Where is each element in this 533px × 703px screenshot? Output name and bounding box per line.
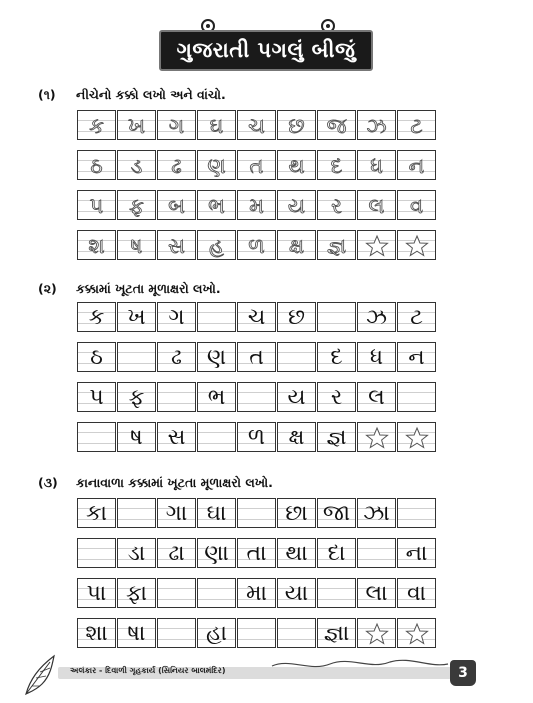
letter-glyph: લ: [368, 385, 385, 410]
star-icon: [365, 426, 389, 450]
letter-glyph: લા: [365, 581, 388, 606]
letter-cell: [357, 302, 396, 332]
letter-glyph: સ: [167, 234, 185, 258]
section-instruction: કક્કામાં ખૂટતા મૂળાક્ષરો લખો.: [76, 281, 221, 296]
letter-glyph: ગ: [168, 305, 185, 330]
grid-row: [77, 230, 437, 260]
letter-glyph: થા: [285, 541, 308, 566]
letter-glyph: વા: [406, 581, 427, 606]
letter-cell: [237, 190, 276, 220]
empty-letter-cell[interactable]: [237, 382, 276, 412]
letter-cell: [277, 110, 316, 140]
letter-cell: [157, 110, 196, 140]
letter-glyph: ઠ: [90, 345, 103, 370]
letter-cell: [357, 618, 396, 648]
letter-cell: [277, 578, 316, 608]
empty-letter-cell[interactable]: [397, 382, 436, 412]
letter-glyph: ય: [287, 385, 306, 410]
letter-cell: [277, 422, 316, 452]
letter-cell: [117, 302, 156, 332]
section-number: (૧): [38, 87, 56, 102]
empty-letter-cell[interactable]: [317, 302, 356, 332]
letter-cell: [357, 578, 396, 608]
letter-glyph: વ: [409, 194, 424, 218]
letter-cell: [157, 190, 196, 220]
letter-glyph: હ: [209, 234, 224, 258]
letter-cell: [77, 382, 116, 412]
letter-cell: [397, 618, 436, 648]
letter-cell: [197, 190, 236, 220]
letter-cell: [77, 342, 116, 372]
empty-letter-cell[interactable]: [357, 538, 396, 568]
empty-letter-cell[interactable]: [237, 498, 276, 528]
letter-cell: [397, 190, 436, 220]
letter-glyph: દ: [330, 154, 343, 178]
letter-cell: [317, 150, 356, 180]
letter-cell: [117, 538, 156, 568]
letter-glyph: ફ: [128, 385, 145, 410]
letter-glyph: હા: [205, 621, 228, 646]
letter-cell: [397, 110, 436, 140]
letter-glyph: જ્ઞા: [323, 621, 350, 646]
letter-cell: [117, 422, 156, 452]
empty-letter-cell[interactable]: [157, 382, 196, 412]
letter-cell: [357, 230, 396, 260]
letter-glyph: જ્ઞ: [326, 234, 347, 258]
letter-cell: [157, 230, 196, 260]
letter-glyph: ક્ષ: [288, 234, 305, 258]
empty-letter-cell[interactable]: [197, 302, 236, 332]
letter-cell: [397, 230, 436, 260]
letter-glyph: ફ: [129, 194, 144, 218]
letter-glyph: શ: [88, 234, 105, 258]
letter-cell: [277, 538, 316, 568]
star-icon: [405, 622, 429, 646]
letter-cell: [197, 618, 236, 648]
letter-glyph: ડ: [130, 154, 143, 178]
letter-cell: [317, 190, 356, 220]
letter-glyph: ચ: [248, 114, 265, 138]
letter-cell: [277, 302, 316, 332]
letter-glyph: છ: [287, 305, 305, 330]
letter-cell: [237, 578, 276, 608]
letter-glyph: ઢ: [171, 154, 182, 178]
letter-grid-1: [77, 110, 440, 260]
letter-glyph: છા: [285, 501, 308, 526]
letter-cell: [357, 498, 396, 528]
letter-glyph: ણા: [204, 541, 229, 566]
letter-glyph: ય: [287, 194, 306, 218]
letter-glyph: ડા: [127, 541, 146, 566]
letter-glyph: જા: [322, 501, 351, 526]
empty-letter-cell[interactable]: [397, 498, 436, 528]
footer-text: અલંકાર - દિવાળી ગૃહકાર્ય (સિનિયર બાલમંદિર): [70, 666, 226, 675]
squiggle-decoration-icon: [270, 652, 450, 674]
letter-cell: [77, 190, 116, 220]
letter-cell: [237, 342, 276, 372]
letter-glyph: ષ: [130, 425, 143, 450]
letter-cell: [317, 230, 356, 260]
letter-cell: [237, 150, 276, 180]
letter-cell: [317, 498, 356, 528]
title-banner: [159, 30, 373, 71]
grid-row: [77, 578, 437, 608]
star-icon: [405, 234, 429, 258]
empty-letter-cell[interactable]: [157, 578, 196, 608]
grid-row: [77, 190, 437, 220]
letter-glyph: ઢા: [168, 541, 185, 566]
star-icon: [405, 426, 429, 450]
empty-letter-cell[interactable]: [237, 618, 276, 648]
letter-glyph: ક: [88, 305, 105, 330]
grid-row: [77, 110, 437, 140]
section-instruction: નીચેનો કક્કો લખો અને વાંચો.: [76, 87, 226, 102]
grid-row: [77, 382, 437, 412]
letter-glyph: ઢ: [171, 345, 182, 370]
letter-cell: [117, 190, 156, 220]
section-instruction: કાનાવાળા કક્કામાં ખૂટતા મૂળાક્ષરો લખો.: [76, 475, 273, 490]
empty-letter-cell[interactable]: [117, 342, 156, 372]
letter-glyph: લ: [368, 194, 385, 218]
letter-glyph: ધ: [369, 345, 384, 370]
letter-glyph: મ: [249, 194, 264, 218]
letter-glyph: ચ: [247, 305, 266, 330]
letter-glyph: ષા: [127, 621, 146, 646]
letter-cell: [197, 150, 236, 180]
letter-cell: [117, 230, 156, 260]
letter-cell: [197, 498, 236, 528]
letter-cell: [77, 110, 116, 140]
letter-cell: [237, 110, 276, 140]
letter-glyph: યા: [284, 581, 309, 606]
letter-glyph: ણ: [207, 154, 226, 178]
letter-cell: [277, 230, 316, 260]
letter-glyph: ઝા: [363, 501, 390, 526]
empty-letter-cell[interactable]: [77, 422, 116, 452]
grid-row: [77, 342, 437, 372]
letter-cell: [197, 230, 236, 260]
letter-cell: [237, 302, 276, 332]
letter-glyph: ખ: [127, 114, 146, 138]
letter-cell: [117, 578, 156, 608]
letter-glyph: ટ: [410, 305, 423, 330]
letter-glyph: ગા: [165, 501, 188, 526]
letter-glyph: ઠ: [90, 154, 103, 178]
grid-row: [77, 538, 437, 568]
empty-letter-cell[interactable]: [197, 578, 236, 608]
letter-glyph: પા: [86, 581, 107, 606]
letter-grid-2: [77, 302, 440, 452]
letter-glyph: ધ: [370, 154, 383, 178]
letter-glyph: ત: [249, 154, 264, 178]
letter-cell: [237, 538, 276, 568]
letter-cell: [317, 382, 356, 412]
letter-cell: [197, 110, 236, 140]
letter-glyph: પ: [89, 385, 104, 410]
letter-glyph: કા: [86, 501, 107, 526]
grid-row: [77, 422, 437, 452]
letter-glyph: તા: [246, 541, 267, 566]
letter-cell: [77, 230, 116, 260]
section-2-heading: [38, 281, 221, 297]
letter-cell: [277, 150, 316, 180]
letter-cell: [117, 618, 156, 648]
grid-row: [77, 302, 437, 332]
letter-cell: [357, 342, 396, 372]
letter-glyph: બ: [168, 194, 185, 218]
letter-glyph: સ: [167, 425, 186, 450]
letter-glyph: ગ: [168, 114, 185, 138]
letter-grid-3: [77, 498, 440, 648]
page-number-tab: 3: [450, 660, 476, 686]
letter-cell: [197, 382, 236, 412]
empty-letter-cell[interactable]: [197, 422, 236, 452]
letter-cell: [77, 150, 116, 180]
letter-cell: [197, 342, 236, 372]
letter-glyph: ટ: [410, 114, 423, 138]
letter-cell: [77, 618, 116, 648]
letter-glyph: જ્ઞ: [326, 425, 347, 450]
letter-glyph: દા: [327, 541, 346, 566]
letter-glyph: ન: [408, 154, 425, 178]
letter-cell: [237, 422, 276, 452]
letter-glyph: ષ: [130, 234, 143, 258]
letter-glyph: પ: [89, 194, 104, 218]
letter-glyph: ઘા: [206, 501, 227, 526]
letter-cell: [397, 538, 436, 568]
letter-glyph: ના: [405, 541, 428, 566]
letter-glyph: ઝ: [366, 114, 387, 138]
letter-glyph: ત: [249, 345, 264, 370]
letter-cell: [397, 578, 436, 608]
letter-cell: [397, 342, 436, 372]
letter-cell: [277, 382, 316, 412]
letter-glyph: શા: [85, 621, 108, 646]
letter-glyph: છ: [288, 114, 305, 138]
empty-letter-cell[interactable]: [277, 342, 316, 372]
letter-cell: [357, 190, 396, 220]
letter-glyph: ભ: [207, 385, 226, 410]
letter-glyph: ઘ: [209, 114, 224, 138]
letter-cell: [77, 302, 116, 332]
empty-letter-cell[interactable]: [277, 618, 316, 648]
letter-glyph: ઝ: [366, 305, 387, 330]
letter-cell: [357, 150, 396, 180]
letter-cell: [157, 342, 196, 372]
empty-letter-cell[interactable]: [157, 618, 196, 648]
page-title: ગુજરાતી પગલું બીજું: [159, 30, 373, 71]
letter-glyph: ળ: [248, 234, 265, 258]
letter-glyph: થ: [288, 154, 305, 178]
empty-letter-cell[interactable]: [77, 538, 116, 568]
letter-cell: [157, 302, 196, 332]
letter-glyph: ક: [89, 114, 104, 138]
letter-cell: [157, 150, 196, 180]
letter-cell: [117, 150, 156, 180]
letter-cell: [117, 110, 156, 140]
letter-cell: [77, 498, 116, 528]
letter-cell: [317, 342, 356, 372]
letter-glyph: જ: [326, 114, 347, 138]
letter-cell: [157, 422, 196, 452]
star-icon: [365, 622, 389, 646]
letter-glyph: ફા: [125, 581, 148, 606]
letter-glyph: ર: [331, 194, 342, 218]
section-3-heading: [38, 475, 273, 491]
section-number: (૨): [38, 281, 57, 296]
letter-cell: [157, 498, 196, 528]
letter-cell: [317, 538, 356, 568]
grid-row: [77, 150, 437, 180]
grid-row: [77, 498, 437, 528]
letter-cell: [237, 230, 276, 260]
letter-glyph: દ: [330, 345, 343, 370]
letter-cell: [357, 382, 396, 412]
letter-glyph: ભ: [208, 194, 225, 218]
letter-glyph: ખ: [127, 305, 146, 330]
grid-row: [77, 618, 437, 648]
letter-cell: [277, 190, 316, 220]
star-icon: [365, 234, 389, 258]
letter-cell: [277, 498, 316, 528]
letter-cell: [77, 578, 116, 608]
empty-letter-cell[interactable]: [317, 578, 356, 608]
letter-cell: [357, 422, 396, 452]
letter-cell: [117, 382, 156, 412]
letter-cell: [317, 422, 356, 452]
letter-cell: [397, 422, 436, 452]
letter-cell: [397, 150, 436, 180]
letter-glyph: ળ: [247, 425, 266, 450]
letter-cell: [197, 538, 236, 568]
letter-glyph: ન: [408, 345, 425, 370]
letter-cell: [317, 618, 356, 648]
section-number: (૩): [38, 475, 58, 490]
letter-cell: [157, 538, 196, 568]
empty-letter-cell[interactable]: [117, 498, 156, 528]
letter-cell: [357, 110, 396, 140]
letter-glyph: ક્ષ: [288, 425, 305, 450]
letter-cell: [317, 110, 356, 140]
section-1-heading: [38, 87, 226, 103]
letter-glyph: ણ: [206, 345, 227, 370]
letter-glyph: ર: [330, 385, 343, 410]
letter-cell: [397, 302, 436, 332]
letter-glyph: મા: [246, 581, 267, 606]
